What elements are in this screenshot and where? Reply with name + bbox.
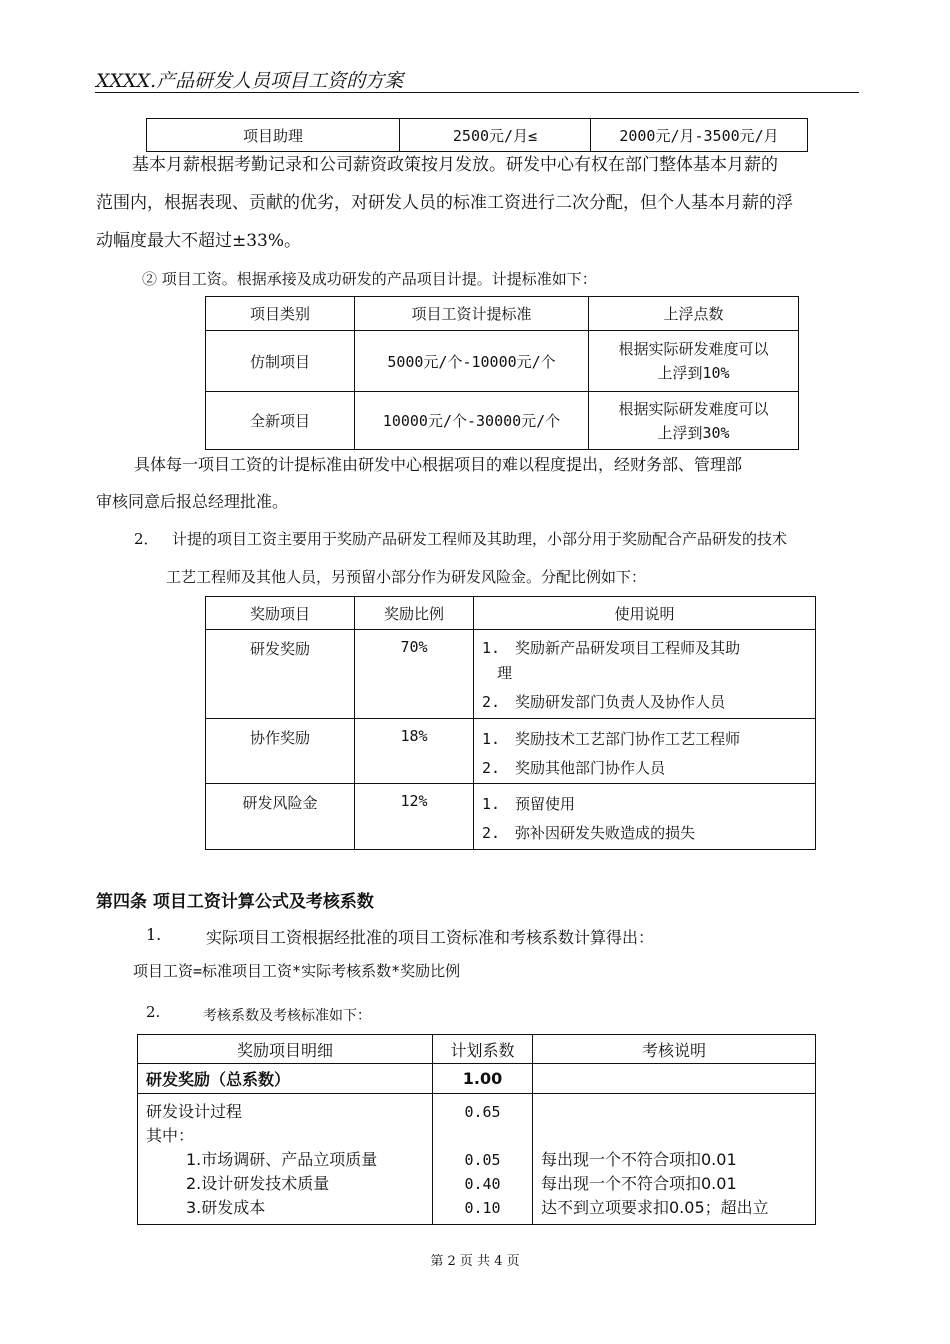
cell-line: 理 [482,664,513,682]
cell-line: 每出现一个不符合项扣0.01 [541,1150,737,1169]
page-number: 第 2 页 共 4 页 [430,1254,520,1269]
column-header: 项目类别 [206,297,355,331]
item-number: 1. [146,925,162,944]
reward-distribution-table [205,596,816,850]
table-cell [474,719,816,784]
table-cell [138,1094,433,1225]
cell-line: 上浮到10% [657,364,730,382]
paragraph-line: 实际项目工资根据经批准的项目工资标准和考核系数计算得出： [206,928,655,947]
cell-line: 0.05 [464,1151,501,1169]
column-header: 考核说明 [533,1035,816,1064]
table-cell: 10000元/个-30000元/个 [355,392,589,450]
cell-line: 0.10 [464,1199,501,1217]
paragraph-line: 范围内，根据表现、贡献的优劣，对研发人员的标准工资进行二次分配，但个人基本月薪的浮 [96,193,793,213]
project-salary-standard-table [205,296,799,450]
paragraph-line: 审核同意后报总经理批准。 [96,492,289,511]
cell-line: 0.40 [464,1175,501,1193]
column-header: 上浮点数 [589,297,799,331]
section-title: 第四条 项目工资计算公式及考核系数 [96,892,374,912]
cell-line: 达不到立项要求扣0.05；超出立 [541,1198,769,1217]
cell-line: 根据实际研发难度可以 [618,340,769,358]
cell-line: 2.设计研发技术质量 [186,1174,330,1193]
table-row [206,392,799,450]
assessment-coefficient-table [137,1034,816,1225]
table-cell: 5000元/个-10000元/个 [355,331,589,392]
table-cell: 项目助理 [147,119,400,152]
table-cell [433,1094,533,1225]
cell-line: 1. 预留使用 [482,795,576,813]
item-intro: ② 项目工资。根据承接及成功研发的产品项目计提。计提标准如下： [142,270,597,288]
table-cell: 12% [355,784,474,850]
table-header-row [138,1035,816,1064]
table-row [206,331,799,392]
paragraph-line: 动幅度最大不超过±33%。 [96,231,302,251]
table-cell: 2500元/月≤ [400,119,591,152]
table-row [138,1064,816,1094]
paragraph-line: 计提的项目工资主要用于奖励产品研发工程师及其助理，小部分用于奖励配合产品研发的技术 [172,530,788,548]
column-header: 奖励项目明细 [138,1035,433,1064]
paragraph-line: 考核系数及考核标准如下： [203,1008,371,1024]
column-header: 项目工资计提标准 [355,297,589,331]
cell-line: 研发设计过程 [146,1102,243,1121]
column-header: 奖励比例 [355,597,474,630]
table-cell [474,784,816,850]
table-cell [474,630,816,719]
document-header-title: XXXX.产品研发人员项目工资的方案 [96,70,404,92]
column-header: 奖励项目 [206,597,355,630]
cell-line: 每出现一个不符合项扣0.01 [541,1174,737,1193]
table-row [138,1094,816,1225]
paragraph-line: 工艺工程师及其他人员，另预留小部分作为研发风险金。分配比例如下： [166,568,647,586]
table-cell: 仿制项目 [206,331,355,392]
table-cell: 协作奖励 [206,719,355,784]
cell-line: 上浮到30% [657,423,730,442]
cell-line [433,1124,532,1148]
cell-line: 其中： [146,1126,195,1145]
cell-line: 根据实际研发难度可以 [618,399,769,418]
cell-line: 1. 奖励技术工艺部门协作工艺工程师 [482,730,741,748]
cell-line: 2. 奖励研发部门负责人及协作人员 [482,693,726,711]
formula-text: 项目工资=标准项目工资*实际考核系数*奖励比例 [133,962,461,980]
table-cell: 18% [355,719,474,784]
table-cell: 研发风险金 [206,784,355,850]
table-cell: 研发奖励（总系数） [138,1064,433,1094]
table-cell: 全新项目 [206,392,355,450]
cell-line: 0.65 [464,1103,501,1121]
table-cell [589,392,799,450]
header-divider [95,92,859,93]
paragraph-line: 具体每一项目工资的计提标准由研发中心根据项目的难以程度提出，经财务部、管理部 [134,455,743,474]
cell-line: 3.研发成本 [186,1198,266,1217]
item-number: 2． [134,530,159,548]
cell-line: 2. 弥补因研发失败造成的损失 [482,824,696,842]
table-cell: 1.00 [433,1064,533,1094]
table-header-row [206,297,799,331]
table-row [206,630,816,719]
table-row [206,784,816,850]
table-cell [533,1094,816,1225]
item-number: 2. [146,1003,161,1021]
column-header: 计划系数 [433,1035,533,1064]
cell-line: 2. 奖励其他部门协作人员 [482,759,666,777]
table-cell [589,331,799,392]
paragraph-line: 基本月薪根据考勤记录和公司薪资政策按月发放。研发中心有权在部门整体基本月薪的 [132,155,778,175]
table-cell [533,1064,816,1094]
table-cell: 研发奖励 [206,630,355,719]
table-cell: 70% [355,630,474,719]
table-header-row [206,597,816,630]
cell-line: 1. 奖励新产品研发项目工程师及其助 [482,639,741,657]
table-row [206,719,816,784]
column-header: 使用说明 [474,597,816,630]
table-cell: 2000元/月-3500元/月 [591,119,808,152]
cell-line: 1.市场调研、产品立项质量 [186,1150,378,1169]
